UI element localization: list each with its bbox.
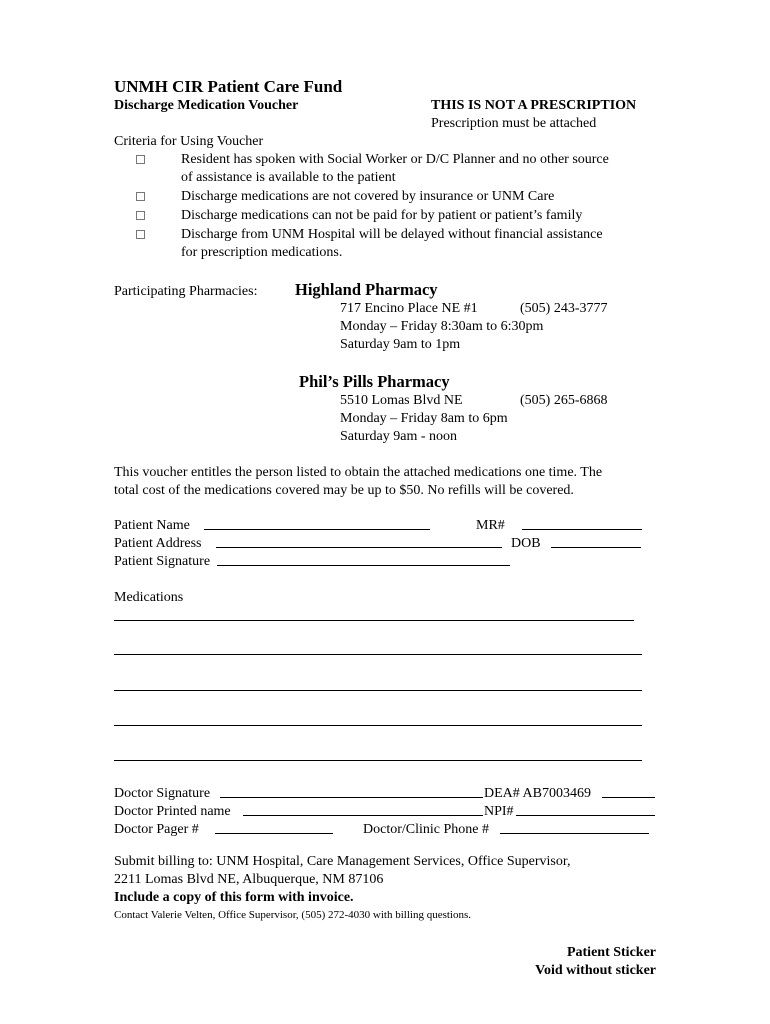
checkbox-icon[interactable] <box>136 192 145 201</box>
criteria-item-1-cont: of assistance is available to the patient <box>181 170 396 185</box>
patient-name-label: Patient Name <box>114 518 190 533</box>
doctor-phone-label: Doctor/Clinic Phone # <box>363 822 489 837</box>
doctor-signature-field[interactable] <box>220 797 483 798</box>
patient-address-field[interactable] <box>216 547 502 548</box>
checkbox-icon[interactable] <box>136 211 145 220</box>
medication-line[interactable] <box>114 690 642 691</box>
medication-line[interactable] <box>114 654 642 655</box>
checkbox-icon[interactable] <box>136 230 145 239</box>
pharmacy-phone: (505) 243-3777 <box>520 301 608 316</box>
criteria-item-1: Resident has spoken with Social Worker or D/C Planner and no other source <box>181 152 609 167</box>
dob-label: DOB <box>511 536 541 551</box>
criteria-item-3: Discharge medications can not be paid for by patient or patient’s family <box>181 208 583 223</box>
pharmacy-address: 717 Encino Place NE #1 <box>340 301 478 316</box>
medication-line[interactable] <box>114 620 634 621</box>
medication-line[interactable] <box>114 760 642 761</box>
patient-sticker-label: Patient Sticker <box>566 945 656 960</box>
doctor-pager-field[interactable] <box>215 833 333 834</box>
billing-contact: Contact Valerie Velten, Office Supervisor, (505) 272-4030 with billing questions. <box>114 909 472 921</box>
medications-label: Medications <box>114 590 184 605</box>
mr-field[interactable] <box>522 529 642 530</box>
doctor-phone-field[interactable] <box>500 833 649 834</box>
dea-label: DEA# AB7003469 <box>484 786 591 801</box>
form-title: UNMH CIR Patient Care Fund <box>114 77 343 96</box>
npi-label: NPI# <box>484 804 514 819</box>
npi-field[interactable] <box>516 815 655 816</box>
dea-field[interactable] <box>602 797 655 798</box>
criteria-heading: Criteria for Using Voucher <box>114 134 264 149</box>
pharmacy-hours-saturday: Saturday 9am to 1pm <box>340 337 461 352</box>
criteria-item-4-cont: for prescription medications. <box>181 245 343 260</box>
pharmacy-name: Highland Pharmacy <box>295 280 438 299</box>
pharmacy-phone: (505) 265-6868 <box>520 393 608 408</box>
voucher-terms-line-2: total cost of the medications covered may be up to $50. No refills will be covered. <box>114 483 574 498</box>
form-subtitle: Discharge Medication Voucher <box>114 98 299 113</box>
billing-line-1: Submit billing to: UNM Hospital, Care Management Services, Office Supervisor, <box>114 854 571 869</box>
pharmacies-label: Participating Pharmacies: <box>114 284 258 299</box>
void-without-sticker-label: Void without sticker <box>535 963 656 978</box>
prescription-attached-note: Prescription must be attached <box>431 116 597 131</box>
criteria-item-4: Discharge from UNM Hospital will be delayed without financial assistance <box>181 227 603 242</box>
pharmacy-address: 5510 Lomas Blvd NE <box>340 393 463 408</box>
patient-signature-field[interactable] <box>217 565 510 566</box>
doctor-printed-name-field[interactable] <box>243 815 483 816</box>
pharmacy-hours-weekday: Monday – Friday 8:30am to 6:30pm <box>340 319 544 334</box>
mr-label: MR# <box>476 518 505 533</box>
billing-line-2: 2211 Lomas Blvd NE, Albuquerque, NM 87106 <box>114 872 384 887</box>
checkbox-icon[interactable] <box>136 155 145 164</box>
doctor-printed-name-label: Doctor Printed name <box>114 804 231 819</box>
pharmacy-hours-saturday: Saturday 9am - noon <box>340 429 458 444</box>
not-prescription-notice: THIS IS NOT A PRESCRIPTION <box>431 98 637 113</box>
include-copy-note: Include a copy of this form with invoice. <box>114 890 354 905</box>
patient-name-field[interactable] <box>204 529 430 530</box>
dob-field[interactable] <box>551 547 641 548</box>
doctor-pager-label: Doctor Pager # <box>114 822 199 837</box>
doctor-signature-label: Doctor Signature <box>114 786 211 801</box>
patient-address-label: Patient Address <box>114 536 202 551</box>
voucher-terms-line-1: This voucher entitles the person listed to obtain the attached medications one time. The <box>114 465 603 480</box>
pharmacy-hours-weekday: Monday – Friday 8am to 6pm <box>340 411 508 426</box>
patient-signature-label: Patient Signature <box>114 554 211 569</box>
criteria-item-2: Discharge medications are not covered by insurance or UNM Care <box>181 189 555 204</box>
medication-line[interactable] <box>114 725 642 726</box>
pharmacy-name: Phil’s Pills Pharmacy <box>299 372 450 391</box>
